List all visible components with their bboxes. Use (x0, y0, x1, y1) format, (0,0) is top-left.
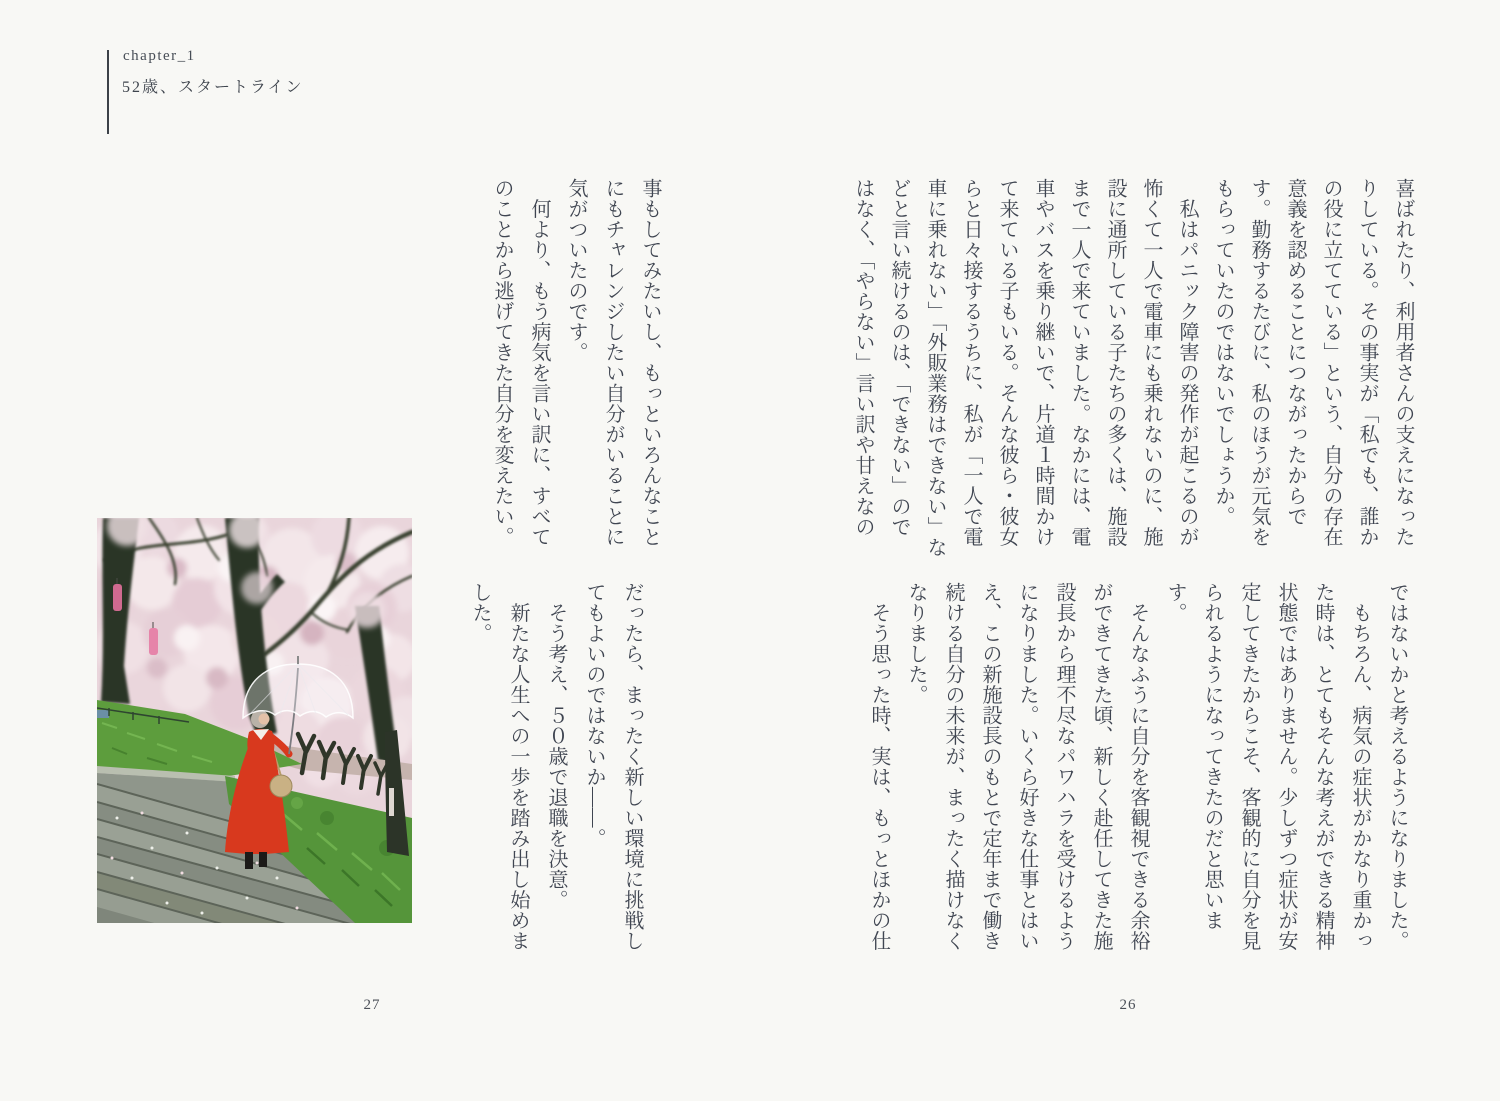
text-line: のことから逃げてきた自分を変えたい。 (491, 178, 513, 547)
text-line: て来ている子もいる。そんな彼ら・彼女 (996, 178, 1018, 547)
page-number-left: 27 (363, 997, 381, 1013)
text-line: 事もしてみたいし、もっといろんなこと (639, 178, 661, 547)
text-line: 私はパニック障害の発作が起こるのが (1176, 178, 1198, 547)
chapter-rule (107, 50, 109, 134)
page-number-right: 26 (1119, 997, 1137, 1013)
chapter-label: chapter_1 (123, 48, 196, 64)
text-line: 定してきたからこそ、客観的に自分を見 (1238, 582, 1260, 951)
text-line: どと言い続けるのは、「できない」ので (888, 178, 910, 537)
text-line: そう思った時、実は、もっとほかの仕 (868, 582, 890, 951)
text-line: もちろん、病気の症状がかなり重かっ (1349, 582, 1371, 951)
text-line: 設長から理不尽なパワハラを受けるよう (1053, 582, 1075, 951)
text-line: てもよいのではないか——。 (583, 582, 605, 849)
text-line: にもチャレンジしたい自分がいることに (602, 178, 624, 547)
text-line: の役に立てている」という、自分の存在 (1320, 178, 1342, 547)
text-line: す。勤務するたびに、私のほうが元気を (1248, 178, 1270, 547)
text-line: た時は、とてもそんな考えができる精神 (1312, 582, 1334, 951)
text-line: りしている。その事実が「私でも、誰か (1356, 178, 1378, 547)
text-line: そんなふうに自分を客観視できる余裕 (1127, 582, 1149, 951)
text-line: 何より、もう病気を言い訳に、すべて (528, 178, 550, 547)
text-line: 車やバスを乗り継いで、片道１時間かけ (1032, 178, 1054, 547)
text-line: え、この新施設長のもとで定年まで働き (979, 582, 1001, 951)
cherry-blossom-photo (97, 518, 412, 923)
text-line: 怖くて一人で電車にも乗れないのに、施 (1140, 178, 1162, 547)
text-line: もらっていたのではないでしょうか。 (1212, 178, 1234, 527)
text-line: らと日々接するうちに、私が「一人で電 (960, 178, 982, 547)
text-line: 意義を認めることにつながったからで (1284, 178, 1306, 527)
text-line: そう考え、５０歳で退職を決意。 (545, 582, 567, 910)
text-line: はなく、「やらない」言い訳や甘えなの (852, 178, 874, 537)
text-line: ではないかと考えるようになりました。 (1386, 582, 1408, 951)
text-line: なりました。 (905, 582, 927, 705)
text-line: まで一人で来ていました。なかには、電 (1068, 178, 1090, 547)
cherry-blossom-photo-svg (97, 518, 412, 923)
text-line: 気がついたのです。 (565, 178, 587, 363)
page-26-upper-text (844, 178, 1421, 556)
text-line: だったら、まったく新しい環境に挑戦し (621, 582, 643, 951)
text-line: す。 (1164, 582, 1186, 623)
page-26-lower-text (859, 582, 1415, 960)
text-line: 新たな人生への一歩を踏み出し始めま (507, 582, 529, 951)
text-line: になりました。いくら好きな仕事とはい (1016, 582, 1038, 951)
text-line: られるようになってきたのだと思いま (1201, 582, 1223, 931)
page-27-upper-text (482, 178, 668, 556)
text-line: 喜ばれたり、利用者さんの支えになった (1392, 178, 1414, 547)
white-post (389, 788, 394, 816)
page-27-lower-text (460, 582, 651, 960)
text-line: ができてきた頃、新しく赴任してきた施 (1090, 582, 1112, 951)
text-line: 状態ではありません。少しずつ症状が安 (1275, 582, 1297, 951)
text-line: 設に通所している子たちの多くは、施設 (1104, 178, 1126, 547)
text-line: 続ける自分の未来が、まったく描けなく (942, 582, 964, 951)
chapter-title: 52歳、スタートライン (122, 79, 304, 96)
text-line: した。 (469, 582, 491, 644)
text-line: 車に乗れない」「外販業務はできない」な (924, 178, 946, 558)
